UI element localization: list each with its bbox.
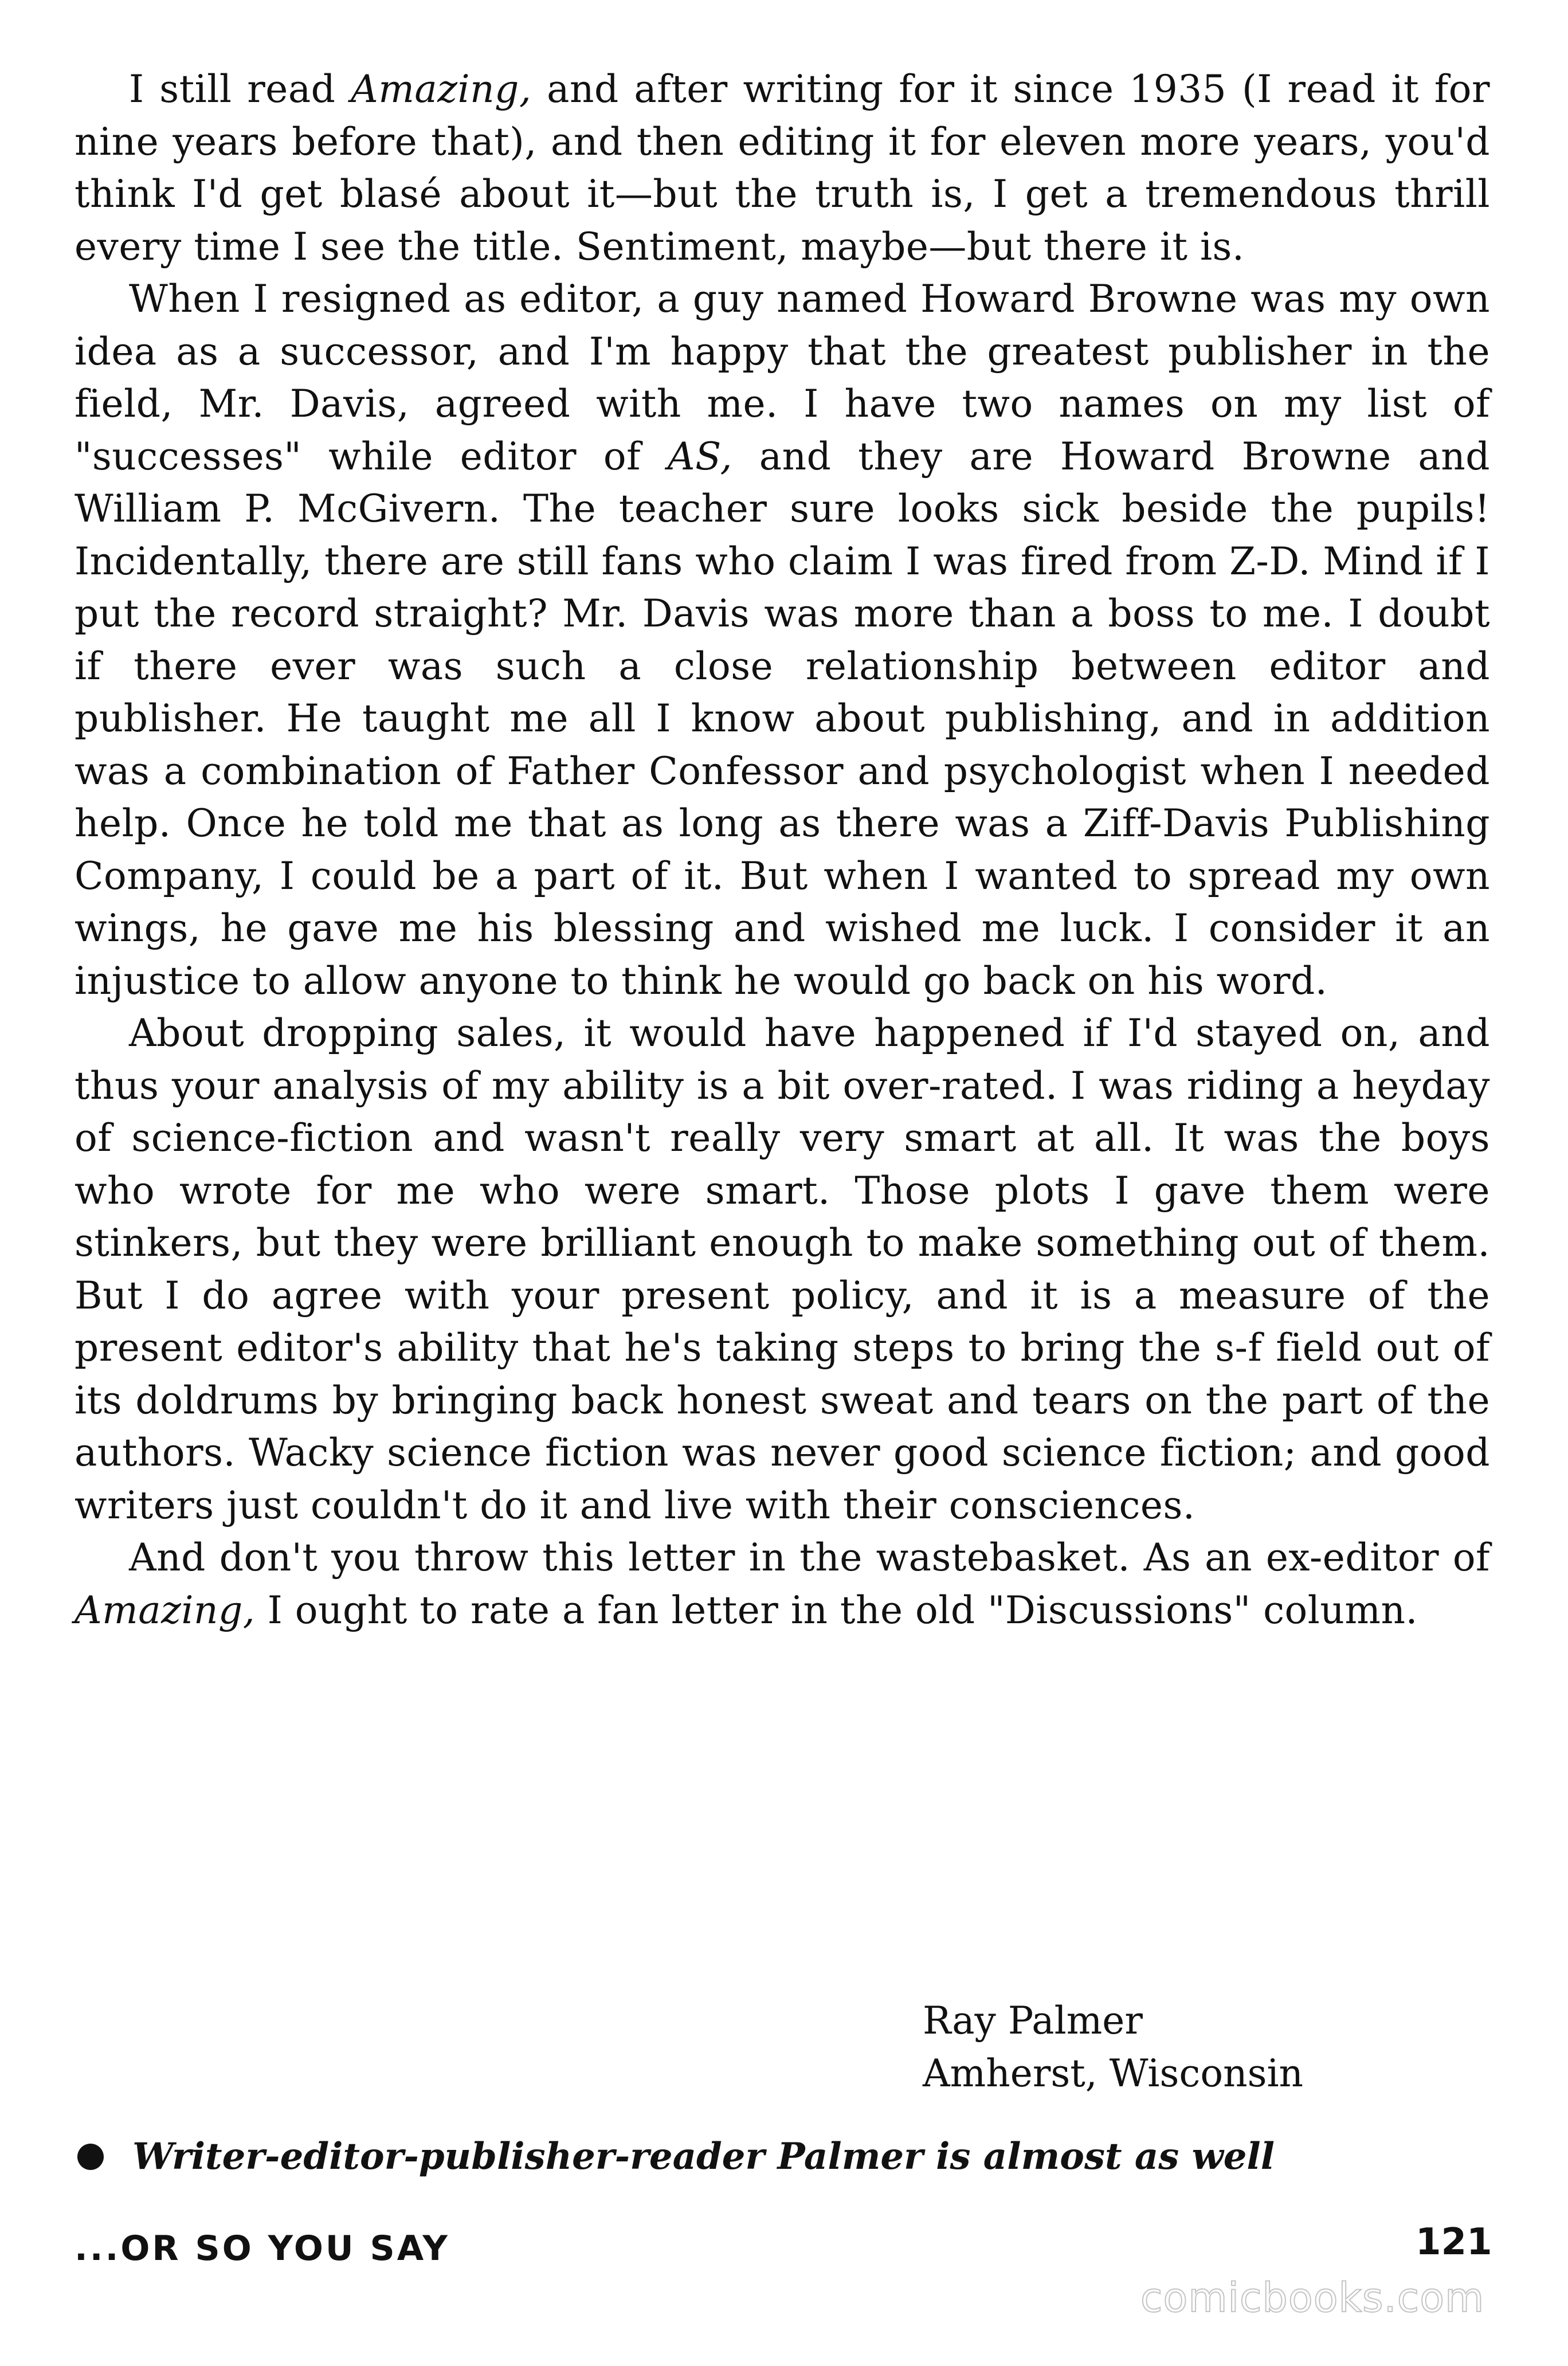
- bullet-icon: [77, 2144, 104, 2170]
- text-segment: I ought to rate a fan letter in the old "Discussions" column.: [255, 1588, 1418, 1632]
- text-segment: and they are Howard Browne and William P. McGivern. The teacher sure looks sick beside the pupils! Incidentally, there are still fans who claim I was fired from Z-D. Mind if I put the record straight? Mr. Davis was more than a boss to me. I doubt if there ever was such a close relationship between editor and publisher. He taught me all I know about publishing, and in addition was a combination of Father Confessor and psychologist when I needed help. Once he told me that as long as there was a Ziff-Davis Publishing Company, I could be a part of it. But when I wanted to spread my own wings, he gave me his blessing and wished me luck. I consider it an injustice to allow anyone to think he would go back on his word.: [75, 434, 1491, 1003]
- text-segment: and after writing for it since 1935 (I read it for nine years before that), and then editing it for eleven more years, you'd think I'd get blasé about it—but the truth is, I get a tremendous thrill every time I see the title. Sentiment, maybe—but there it is.: [75, 67, 1491, 269]
- magazine-title-italic: Amazing,: [351, 67, 532, 111]
- text-segment: And don't you throw this letter in the wastebasket. As an ex-editor of: [129, 1535, 1490, 1580]
- paragraph-3: [75, 1007, 1490, 1531]
- text-segment: I still read: [129, 67, 351, 111]
- editor-reply: [77, 2135, 1493, 2178]
- letter-body: [75, 63, 1490, 1636]
- paragraph-2: [75, 273, 1490, 1007]
- text-segment: When I resigned as editor, a guy named Howard Browne was my own idea as a successor, and I'm happy that the greatest publisher in the field, Mr. Davis, agreed with me. I have two names on my list of "successes" while editor of: [75, 277, 1490, 479]
- editor-reply-text: Writer-editor-publisher-reader Palmer is almost as well: [132, 2135, 1275, 2178]
- page-number: 121: [1416, 2221, 1492, 2263]
- paragraph-1: [75, 63, 1490, 273]
- magazine-abbrev-italic: AS,: [667, 434, 732, 479]
- magazine-title-italic: Amazing,: [75, 1588, 256, 1632]
- signature-block: [923, 1995, 1303, 2099]
- site-watermark: comicbooks.com: [1140, 2274, 1485, 2321]
- text-segment: About dropping sales, it would have happened if I'd stayed on, and thus your analysis of my ability is a bit over-rated. I was riding a heyday of science-fiction and wasn't really very smart at all. It was the boys who wrote for me who were smart. Those plots I gave them were stinkers, but they were brilliant enough to make something out of them. But I do agree with your present policy, and it is a measure of the present editor's ability that he's taking steps to bring the s-f field out of its doldrums by bringing back honest sweat and tears on the part of the authors. Wacky science fiction was never good science fiction; and good writers just couldn't do it and live with their consciences.: [75, 1011, 1490, 1527]
- signature-location: Amherst, Wisconsin: [923, 2051, 1304, 2095]
- paragraph-4: [75, 1531, 1490, 1636]
- running-footer-title: ...OR SO YOU SAY: [75, 2228, 450, 2269]
- signature-name: Ray Palmer: [923, 1999, 1143, 2043]
